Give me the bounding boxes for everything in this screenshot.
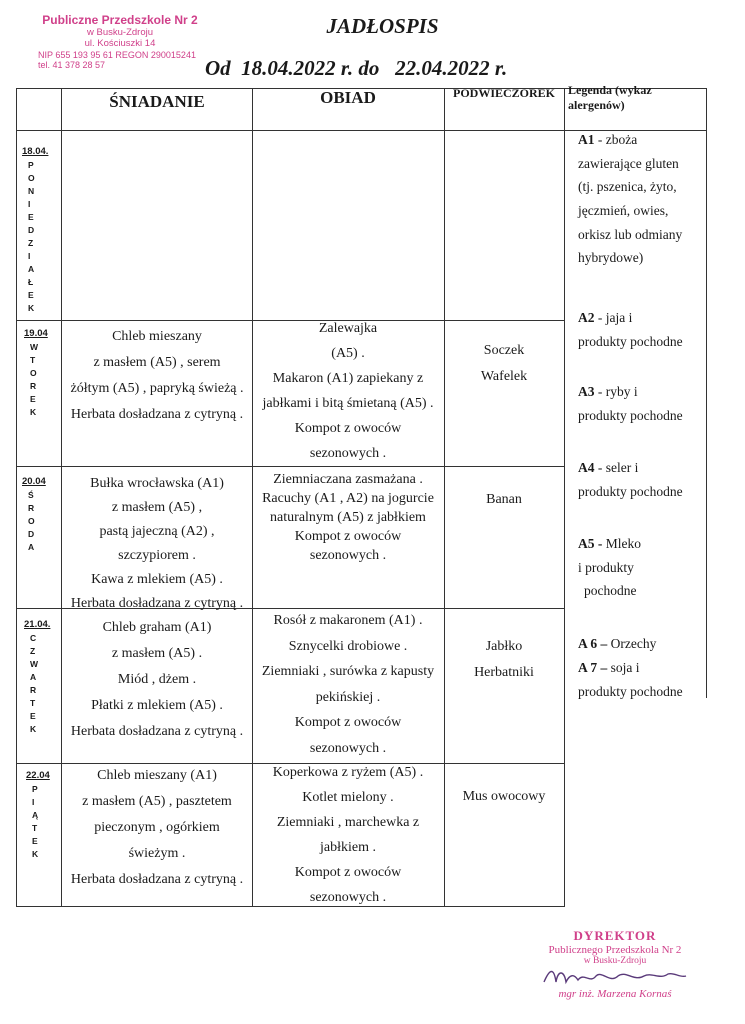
legend-code: A4 (578, 460, 595, 475)
legend-line: orkisz lub odmiany (578, 226, 683, 242)
day-date: 22.04 (26, 770, 50, 781)
breakfast-cell (62, 615, 252, 745)
day-letter: E (32, 836, 38, 846)
breakfast-cell (62, 472, 252, 616)
legend-code: A3 (578, 384, 595, 399)
legend-line (578, 656, 728, 680)
legend-entry-a3 (578, 380, 728, 427)
day-letter: E (28, 290, 34, 300)
day-letter: I (28, 199, 31, 209)
menu-line: Herbatniki (474, 665, 534, 680)
day-letter: W (30, 659, 39, 669)
row-divider (16, 466, 564, 467)
legend-line (578, 306, 728, 330)
day-letter: K (30, 407, 37, 417)
legend-line: (tj. pszenica, żyto, (578, 179, 677, 195)
director-signature-stamp (530, 928, 700, 1000)
menu-line: Ziemniaczana zasmażana . (273, 472, 423, 487)
legend-code: A1 (578, 132, 595, 147)
menu-line: Mus owocowy (462, 789, 546, 804)
legend-code: A 6 – (578, 636, 608, 651)
date-range: Od 18.04.2022 r. do 22.04.2022 r. (205, 56, 508, 80)
day-letter: R (30, 685, 37, 695)
day-letter: R (28, 503, 35, 513)
menu-line: świeżym . (128, 846, 186, 861)
menu-line: Herbata dosładzana z cytryną . (70, 407, 244, 422)
day-name-vertical (24, 632, 50, 736)
menu-line: z masłem (A5) . (111, 646, 203, 661)
menu-line: Rosół z makaronem (A1) . (273, 613, 423, 628)
menu-line: żółtym (A5) , papryką świeżą . (70, 381, 244, 396)
header-legend-line: alergenów) (568, 98, 625, 112)
menu-line: Kompot z owoców (294, 715, 402, 730)
day-label-friday (26, 770, 50, 861)
day-letter: D (28, 529, 35, 539)
header-legend-line: Legenda (wykaz (568, 83, 652, 97)
header-snack: PODWIECZOREK (452, 86, 555, 100)
header-breakfast: ŚNIADANIE (109, 92, 205, 111)
day-letter: O (30, 368, 37, 378)
day-letter: E (28, 212, 34, 222)
day-letter: I (28, 251, 31, 261)
day-letter: Z (28, 238, 34, 248)
legend-text: - jaja i (594, 310, 633, 325)
day-date: 19.04 (24, 328, 48, 339)
menu-line: Zalewajka (318, 321, 378, 336)
menu-line: Chleb mieszany (A1) (97, 768, 217, 783)
menu-line: Kotlet mielony . (302, 790, 394, 805)
menu-line: Kawa z mlekiem (A5) . (91, 572, 223, 587)
menu-line: Soczek (483, 343, 525, 358)
day-letter: N (28, 186, 35, 196)
menu-line: pieczonym , ogórkiem (94, 820, 220, 835)
menu-line: z masłem (A5) , pasztetem (82, 794, 232, 809)
signature-name: mgr inż. Marzena Kornaś (558, 988, 672, 1000)
menu-line: Herbata dosładzana z cytryną . (70, 596, 244, 611)
signature-title: DYREKTOR (573, 928, 657, 943)
legend-entry-a7 (578, 656, 728, 703)
menu-line: Koperkowa z ryżem (A5) . (272, 765, 424, 780)
legend-line: i produkty (578, 559, 634, 575)
day-letter: P (28, 160, 34, 170)
legend-line: jęczmień, owies, (578, 202, 669, 218)
day-letter: A (30, 672, 37, 682)
day-letter: A (28, 264, 35, 274)
stamp-city: w Busku-Zdroju (87, 26, 153, 38)
day-letter: Ą (32, 810, 39, 820)
lunch-cell (252, 760, 444, 910)
menu-line: naturalnym (A5) z jabłkiem (270, 510, 426, 525)
day-name-vertical (22, 159, 48, 315)
menu-line: z masłem (A5) , serem (93, 355, 221, 370)
day-label-thursday (24, 619, 50, 736)
legend-line (578, 128, 718, 152)
day-letter: Ś (28, 490, 34, 500)
day-letter: T (30, 698, 36, 708)
lunch-cell (252, 470, 444, 565)
menu-line: Chleb mieszany (112, 329, 202, 344)
day-date: 20.04 (22, 476, 46, 487)
day-letter: Z (30, 646, 36, 656)
legend-line (578, 456, 728, 480)
legend-line: produkty pochodne (578, 683, 683, 699)
legend-line: produkty pochodne (578, 407, 683, 423)
breakfast-cell (62, 324, 252, 428)
legend-entry-a6 (578, 632, 728, 656)
snack-cell (444, 486, 564, 514)
legend-line: pochodne (584, 583, 637, 599)
snack-cell (444, 783, 564, 811)
menu-line: Sznycelki drobiowe . (288, 638, 408, 654)
legend-text: Orzechy (607, 636, 657, 651)
day-letter: O (28, 516, 35, 526)
snack-cell (444, 338, 564, 390)
menu-line: sezonowych . (309, 890, 387, 905)
legend-entry-a4 (578, 456, 728, 503)
legend-line: hybrydowe) (578, 250, 644, 266)
header-legend (568, 83, 728, 113)
day-name-vertical (26, 783, 50, 861)
menu-line: (A5) . (331, 346, 365, 361)
menu-line: Herbata dosładzana z cytryną . (70, 872, 244, 887)
day-date: 21.04. (24, 619, 51, 630)
signature-institution: Publicznego Przedszkola Nr 2 (548, 944, 682, 956)
menu-line: pastą jajeczną (A2) , (99, 524, 215, 539)
day-letter: A (28, 542, 35, 552)
signature-city: w Busku-Zdroju (583, 956, 647, 966)
day-letter: P (32, 784, 38, 794)
day-label-wednesday (22, 476, 46, 554)
day-letter: R (30, 381, 37, 391)
stamp-ids: NIP 655 193 95 61 REGON 290015241 (38, 49, 196, 60)
legend-text: Mleko (602, 536, 641, 551)
menu-line: Ziemniaki , surówka z kapusty (261, 664, 435, 679)
menu-line: Racuchy (A1 , A2) na jogurcie (262, 491, 434, 506)
handwritten-signature-icon (540, 966, 690, 988)
stamp-street: ul. Kościuszki 14 (84, 37, 156, 49)
day-letter: T (32, 823, 38, 833)
day-label-tuesday (24, 328, 48, 419)
day-letter: O (28, 173, 35, 183)
breakfast-cell (62, 763, 252, 893)
legend-line (578, 632, 728, 656)
legend-text: soja i (607, 660, 640, 675)
menu-line: jabłkami i bitą śmietaną (A5) . (262, 396, 434, 411)
menu-line: sezonowych . (309, 740, 387, 756)
menu-line: Kompot z owoców (294, 421, 402, 436)
legend-line: produkty pochodne (578, 483, 683, 499)
menu-line: Kompot z owoców (294, 529, 402, 544)
menu-line: szczypiorem . (118, 548, 196, 563)
legend-line: zawierające gluten (578, 155, 679, 171)
legend-code: A 7 – (578, 660, 608, 675)
menu-line: Banan (486, 492, 522, 507)
allergen-legend (578, 128, 718, 270)
page-title: JADŁOSPIS (326, 14, 439, 38)
menu-line: jabłkiem . (320, 840, 376, 855)
day-letter: W (30, 342, 39, 352)
col-divider (564, 88, 565, 907)
menu-line: sezonowych . (309, 446, 387, 461)
legend-code: A2 (578, 310, 595, 325)
legend-line: produkty pochodne (578, 333, 683, 349)
menu-line: Wafelek (480, 369, 528, 384)
legend-code: A5 - (578, 536, 603, 551)
lunch-cell (252, 608, 444, 761)
menu-line: Chleb graham (A1) (102, 620, 212, 635)
day-letter: K (32, 849, 39, 859)
menu-line: Jabłko (485, 639, 523, 654)
legend-line (578, 532, 728, 556)
legend-text: - ryby i (594, 384, 638, 399)
stamp-phone: tel. 41 378 28 57 (38, 59, 106, 70)
menu-line: Miód , dżem . (117, 672, 197, 687)
menu-line: Bułka wrocławska (A1) (90, 476, 224, 491)
menu-line: Ziemniaki , marchewka z (276, 815, 420, 830)
day-letter: K (28, 303, 35, 313)
menu-line: Makaron (A1) zapiekany z (272, 371, 424, 386)
day-name-vertical (24, 341, 48, 419)
day-letter: K (30, 724, 37, 734)
legend-text: - seler i (594, 460, 639, 475)
menu-line: sezonowych . (309, 548, 387, 563)
header-lunch: OBIAD (320, 88, 376, 107)
day-date: 18.04. (22, 146, 49, 157)
day-letter: Ł (28, 277, 34, 287)
legend-line (578, 380, 728, 404)
menu-line: Herbata dosładzana z cytryną . (70, 724, 244, 739)
menu-line: Kompot z owoców (294, 865, 402, 880)
menu-line: Płatki z mlekiem (A5) . (91, 698, 223, 713)
day-letter: C (30, 633, 37, 643)
legend-entry-a5 (578, 532, 728, 603)
lunch-cell (252, 316, 444, 466)
table-border-left (16, 88, 17, 907)
day-label-monday (22, 146, 48, 315)
day-letter: D (28, 225, 35, 235)
stamp-name: Publiczne Przedszkole Nr 2 (42, 13, 198, 27)
menu-line: z masłem (A5) , (111, 500, 203, 515)
day-name-vertical (22, 489, 46, 554)
day-letter: I (32, 797, 35, 807)
day-letter: E (30, 711, 36, 721)
day-letter: E (30, 394, 36, 404)
legend-entry-a2 (578, 306, 728, 353)
day-letter: T (30, 355, 36, 365)
menu-line: pekińskiej . (315, 689, 381, 705)
snack-cell (444, 634, 564, 686)
legend-entry-a1 (578, 128, 718, 270)
legend-text: - zboża (594, 132, 638, 147)
